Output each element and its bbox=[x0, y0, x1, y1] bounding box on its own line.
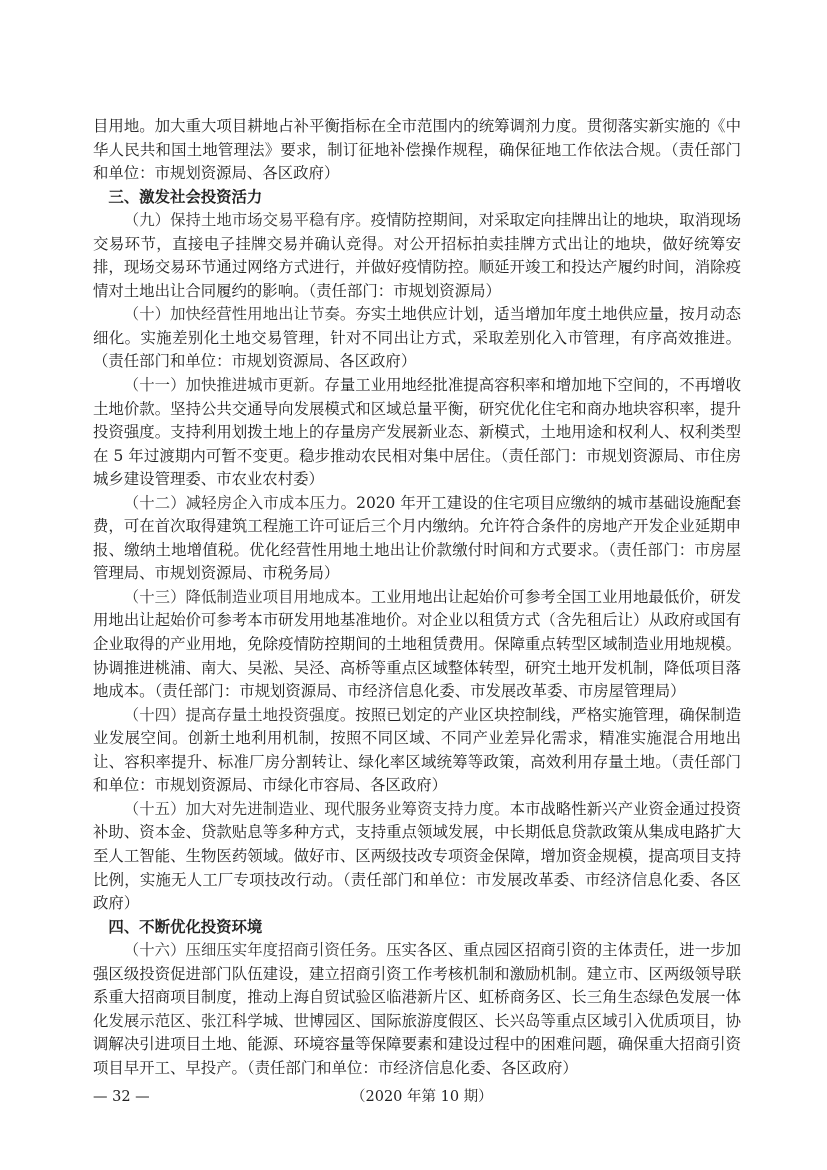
paragraph-13 bbox=[93, 586, 741, 704]
paragraph-lead: （九）保持土地市场交易平稳有序。 bbox=[123, 211, 371, 230]
section-heading-4: 四、不断优化投资环境 bbox=[108, 917, 263, 936]
paragraph-body: 存量工业用地经批准提高容积率和增加地下空间的，不再增收土地价款。坚持公共交通导向发展模式和区域总量平衡，研究优化住宅和商办地块容积率，提升投资强度。支持利用划拨土地上的存量房产发展新业态、新模式，土地用途和权利人、权利类型在 5 年过渡期内可暂不变更。稳步推动农民相对集中居住。（责任部门：市规划资源局、市住房城乡建设管理委、市农业农村委） bbox=[93, 376, 741, 489]
paragraph-lead: （十五）加大对先进制造业、现代服务业筹资支持力度。 bbox=[123, 799, 510, 818]
paragraph-14 bbox=[93, 704, 741, 798]
document-body bbox=[93, 115, 741, 1080]
page-footer bbox=[93, 1086, 741, 1108]
paragraph-body: 2020 年开工建设的住宅项目应缴纳的城市基础设施配套费，可在首次取得建筑工程施工许可证后三个月内缴纳。允许符合条件的房地产开发企业延期申报、缴纳土地增值税。优化经营性用地土地出让价款缴付时间和方式要求。（责任部门：市房屋管理局、市规划资源局、市税务局） bbox=[93, 493, 741, 583]
intro-paragraph: 目用地。加大重大项目耕地占补平衡指标在全市范围内的统筹调剂力度。贯彻落实新实施的《中华人民共和国土地管理法》要求，制订征地补偿操作规程，确保征地工作依法合规。（责任部门和单位：市规划资源局、各区政府） bbox=[93, 117, 741, 183]
paragraph-lead: （十一）加快推进城市更新。 bbox=[123, 376, 325, 395]
section-heading-3: 三、激发社会投资活力 bbox=[108, 187, 263, 206]
issue-label: （2020 年第 10 期） bbox=[351, 1089, 493, 1106]
paragraph-15 bbox=[93, 798, 741, 916]
paragraph-10 bbox=[93, 303, 741, 374]
paragraph-body: 夯实土地供应计划，适当增加年度土地供应量，按月动态细化。实施差别化土地交易管理，针对不同出让方式，采取差别化入市管理，有序高效推进。（责任部门和单位：市规划资源局、各区政府） bbox=[93, 305, 741, 371]
paragraph-body: 工业用地出让起始价可参考全国工业用地最低价，研发用地出让起始价可参考本市研发用地基准地价。对企业以租赁方式（含先租后让）从政府或国有企业取得的产业用地，免除疫情防控期间的土地租赁费用。保障重点转型区域制造业用地规模。协调推进桃浦、南大、吴淞、吴泾、高桥等重点区域整体转型，研究土地开发机制，降低项目落地成本。（责任部门：市规划资源局、市经济信息化委、市发展改革委、市房屋管理局） bbox=[93, 587, 741, 701]
page-number: — 32 — bbox=[93, 1089, 150, 1106]
paragraph-body: 压实各区、重点园区招商引资的主体责任，进一步加强区级投资促进部门队伍建设，建立招商引资工作考核机制和激励机制。建立市、区两级领导联系重大招商项目制度，推动上海自贸试验区临港新片区、虹桥商务区、长三角生态绿色发展一体化发展示范区、张江科学城、世博园区、国际旅游度假区、长兴岛等重点区域引入优质项目，协调解决引进项目土地、能源、环境容量等保障要素和建设过程中的困难问题，确保重大招商引资项目早开工、早投产。（责任部门和单位：市经济信息化委、各区政府） bbox=[93, 941, 741, 1077]
paragraph-lead: （十）加快经营性用地出让节奏。 bbox=[123, 305, 356, 324]
paragraph-body: 疫情防控期间，对采取定向挂牌出让的地块，取消现场交易环节，直接电子挂牌交易并确认竞得。对公开招标拍卖挂牌方式出让的地块，做好统筹安排，现场交易环节通过网络方式进行，并做好疫情防控。顺延开竣工和投达产履约时间，消除疫情对土地出让合同履约的影响。（责任部门：市规划资源局） bbox=[93, 211, 741, 300]
paragraph-lead: （十三）降低制造业项目用地成本。 bbox=[123, 587, 371, 606]
paragraph-16 bbox=[93, 939, 741, 1080]
paragraph-12 bbox=[93, 492, 741, 586]
paragraph-body: 按照已划定的产业区块控制线，严格实施管理，确保制造业发展空间。创新土地利用机制，按照不同区域、不同产业差异化需求，精准实施混合用地出让、容积率提升、标准厂房分割转让、绿化率区域统筹等政策，高效利用存量土地。（责任部门和单位：市规划资源局、市绿化市容局、各区政府） bbox=[93, 705, 741, 795]
paragraph-lead: （十六）压细压实年度招商引资任务。 bbox=[123, 941, 387, 960]
paragraph-11 bbox=[93, 374, 741, 492]
paragraph-lead: （十四）提高存量土地投资强度。 bbox=[123, 705, 356, 724]
paragraph-body: 本市战略性新兴产业资金通过投资补助、资本金、贷款贴息等多种方式，支持重点领域发展，中长期低息贷款政策从集成电路扩大至人工智能、生物医药领域。做好市、区两级技改专项资金保障，增加资金规模，提高项目支持比例，实施无人工厂专项技改行动。（责任部门和单位：市发展改革委、市经济信息化委、各区政府） bbox=[93, 799, 741, 913]
paragraph-9 bbox=[93, 209, 741, 303]
paragraph-lead: （十二）减轻房企入市成本压力。 bbox=[123, 493, 357, 512]
